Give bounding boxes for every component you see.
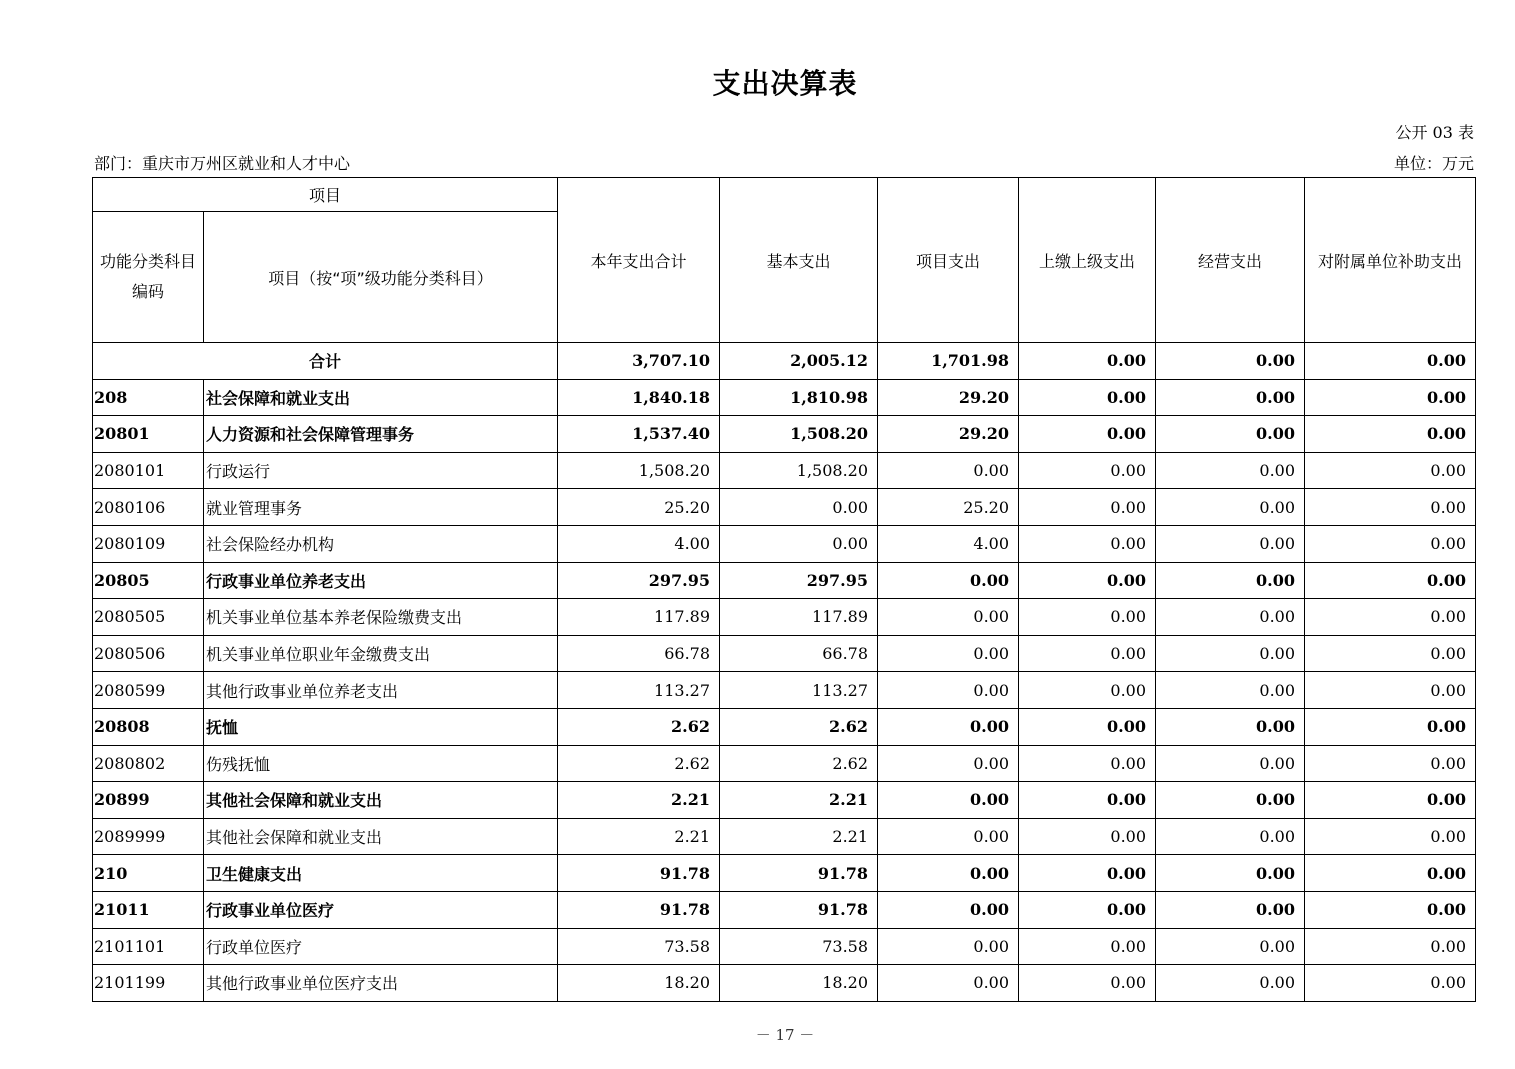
row-name: 社会保险经办机构 xyxy=(204,525,558,562)
table-row xyxy=(93,818,1476,855)
row-value: 0.00 xyxy=(720,489,878,526)
row-value: 0.00 xyxy=(878,782,1019,819)
row-value: 0.00 xyxy=(1305,965,1476,1002)
total-cell: 3,707.10 xyxy=(558,343,720,380)
row-value: 2.21 xyxy=(720,818,878,855)
total-cell: 0.00 xyxy=(1156,343,1305,380)
row-value: 25.20 xyxy=(878,489,1019,526)
row-value: 0.00 xyxy=(878,635,1019,672)
row-value: 0.00 xyxy=(1156,745,1305,782)
document-title: 支出决算表 xyxy=(712,67,858,100)
row-value: 0.00 xyxy=(878,891,1019,928)
row-value: 0.00 xyxy=(1019,416,1156,453)
table-row xyxy=(93,891,1476,928)
row-value: 0.00 xyxy=(1156,525,1305,562)
row-name: 行政单位医疗 xyxy=(204,928,558,965)
row-value: 0.00 xyxy=(1156,928,1305,965)
table-row xyxy=(93,782,1476,819)
row-value: 0.00 xyxy=(1019,525,1156,562)
row-value: 66.78 xyxy=(558,635,720,672)
row-name: 行政事业单位医疗 xyxy=(204,891,558,928)
row-value: 91.78 xyxy=(558,855,720,892)
total-row xyxy=(93,343,1476,380)
row-value: 18.20 xyxy=(558,965,720,1002)
row-value: 0.00 xyxy=(1019,452,1156,489)
row-code: 2080505 xyxy=(93,599,204,636)
row-value: 0.00 xyxy=(878,599,1019,636)
row-value: 1,810.98 xyxy=(720,379,878,416)
row-code: 210 xyxy=(93,855,204,892)
row-value: 0.00 xyxy=(878,965,1019,1002)
row-value: 0.00 xyxy=(1305,599,1476,636)
table-row xyxy=(93,635,1476,672)
row-value: 0.00 xyxy=(1019,965,1156,1002)
row-value: 2.21 xyxy=(558,818,720,855)
row-value: 0.00 xyxy=(1019,379,1156,416)
row-value: 73.58 xyxy=(720,928,878,965)
row-value: 0.00 xyxy=(1156,672,1305,709)
row-code: 2080101 xyxy=(93,452,204,489)
row-value: 2.21 xyxy=(720,782,878,819)
row-value: 0.00 xyxy=(1019,782,1156,819)
row-value: 0.00 xyxy=(1305,891,1476,928)
table-row xyxy=(93,379,1476,416)
row-value: 0.00 xyxy=(1019,745,1156,782)
row-name: 其他行政事业单位医疗支出 xyxy=(204,965,558,1002)
row-name: 机关事业单位职业年金缴费支出 xyxy=(204,635,558,672)
row-name: 抚恤 xyxy=(204,708,558,745)
row-value: 0.00 xyxy=(1305,672,1476,709)
row-name: 其他社会保障和就业支出 xyxy=(204,818,558,855)
row-value: 0.00 xyxy=(878,708,1019,745)
row-value: 0.00 xyxy=(1019,928,1156,965)
total-cell: 0.00 xyxy=(1019,343,1156,380)
row-name: 其他行政事业单位养老支出 xyxy=(204,672,558,709)
table-row xyxy=(93,928,1476,965)
table-row xyxy=(93,562,1476,599)
row-value: 297.95 xyxy=(558,562,720,599)
row-value: 0.00 xyxy=(1019,891,1156,928)
table-row xyxy=(93,708,1476,745)
row-code: 2080599 xyxy=(93,672,204,709)
table-row xyxy=(93,452,1476,489)
row-code: 2080506 xyxy=(93,635,204,672)
row-value: 0.00 xyxy=(878,928,1019,965)
table-row xyxy=(93,672,1476,709)
row-value: 0.00 xyxy=(1156,562,1305,599)
total-cell: 0.00 xyxy=(1305,343,1476,380)
total-label: 合计 xyxy=(93,343,558,380)
row-value: 91.78 xyxy=(720,891,878,928)
row-value: 113.27 xyxy=(558,672,720,709)
row-code: 2101101 xyxy=(93,928,204,965)
row-value: 0.00 xyxy=(1156,416,1305,453)
row-name: 行政运行 xyxy=(204,452,558,489)
row-value: 0.00 xyxy=(1305,379,1476,416)
row-value: 0.00 xyxy=(1305,745,1476,782)
row-value: 66.78 xyxy=(720,635,878,672)
row-value: 0.00 xyxy=(1156,635,1305,672)
row-value: 1,840.18 xyxy=(558,379,720,416)
row-value: 0.00 xyxy=(1305,782,1476,819)
table-row xyxy=(93,525,1476,562)
row-value: 2.62 xyxy=(558,708,720,745)
table-number: 公开 03 表 xyxy=(1395,123,1474,142)
row-value: 0.00 xyxy=(878,818,1019,855)
row-name: 伤残抚恤 xyxy=(204,745,558,782)
row-value: 0.00 xyxy=(878,745,1019,782)
row-value: 0.00 xyxy=(1019,672,1156,709)
row-value: 0.00 xyxy=(1156,379,1305,416)
row-value: 0.00 xyxy=(1305,818,1476,855)
row-value: 0.00 xyxy=(1019,562,1156,599)
row-code: 2101199 xyxy=(93,965,204,1002)
total-cell: 1,701.98 xyxy=(878,343,1019,380)
row-value: 0.00 xyxy=(1019,818,1156,855)
row-code: 20805 xyxy=(93,562,204,599)
header-col-subsidy: 对附属单位补助支出 xyxy=(1305,178,1476,343)
row-value: 0.00 xyxy=(1019,635,1156,672)
expenditure-table xyxy=(92,177,1476,1002)
row-value: 117.89 xyxy=(558,599,720,636)
row-value: 29.20 xyxy=(878,379,1019,416)
row-value: 2.62 xyxy=(720,745,878,782)
row-value: 2.21 xyxy=(558,782,720,819)
row-value: 0.00 xyxy=(1156,782,1305,819)
row-value: 117.89 xyxy=(720,599,878,636)
row-code: 2089999 xyxy=(93,818,204,855)
row-code: 21011 xyxy=(93,891,204,928)
row-value: 0.00 xyxy=(878,562,1019,599)
header-col-remit: 上缴上级支出 xyxy=(1019,178,1156,343)
total-cell: 2,005.12 xyxy=(720,343,878,380)
row-name: 人力资源和社会保障管理事务 xyxy=(204,416,558,453)
header-func-name: 项目（按“项”级功能分类科目） xyxy=(204,212,558,343)
row-code: 2080802 xyxy=(93,745,204,782)
row-name: 行政事业单位养老支出 xyxy=(204,562,558,599)
row-value: 0.00 xyxy=(1019,489,1156,526)
table-row xyxy=(93,489,1476,526)
row-value: 2.62 xyxy=(720,708,878,745)
row-value: 0.00 xyxy=(1019,708,1156,745)
department-label: 部门：重庆市万州区就业和人才中心 xyxy=(94,154,351,173)
row-value: 0.00 xyxy=(1156,818,1305,855)
row-value: 0.00 xyxy=(1305,708,1476,745)
row-value: 0.00 xyxy=(1156,891,1305,928)
header-col-project: 项目支出 xyxy=(878,178,1019,343)
row-code: 20801 xyxy=(93,416,204,453)
table-body xyxy=(93,343,1476,1002)
header-col-total: 本年支出合计 xyxy=(558,178,720,343)
header-item: 项目 xyxy=(93,178,558,212)
row-value: 73.58 xyxy=(558,928,720,965)
row-value: 1,508.20 xyxy=(720,416,878,453)
table-row xyxy=(93,416,1476,453)
row-value: 0.00 xyxy=(1305,635,1476,672)
row-value: 0.00 xyxy=(878,672,1019,709)
header-func-code: 功能分类科目编码 xyxy=(93,212,204,343)
row-name: 其他社会保障和就业支出 xyxy=(204,782,558,819)
unit-label: 单位：万元 xyxy=(1393,154,1474,173)
row-value: 0.00 xyxy=(1305,525,1476,562)
row-value: 0.00 xyxy=(1305,452,1476,489)
row-value: 0.00 xyxy=(1305,416,1476,453)
row-value: 113.27 xyxy=(720,672,878,709)
row-name: 卫生健康支出 xyxy=(204,855,558,892)
row-code: 208 xyxy=(93,379,204,416)
row-value: 25.20 xyxy=(558,489,720,526)
row-value: 4.00 xyxy=(878,525,1019,562)
row-value: 0.00 xyxy=(1305,928,1476,965)
row-value: 0.00 xyxy=(1305,489,1476,526)
row-value: 0.00 xyxy=(720,525,878,562)
row-name: 就业管理事务 xyxy=(204,489,558,526)
table-row xyxy=(93,965,1476,1002)
row-code: 2080106 xyxy=(93,489,204,526)
row-value: 1,537.40 xyxy=(558,416,720,453)
table-row xyxy=(93,599,1476,636)
row-value: 0.00 xyxy=(1019,599,1156,636)
row-value: 1,508.20 xyxy=(720,452,878,489)
row-value: 29.20 xyxy=(878,416,1019,453)
row-value: 18.20 xyxy=(720,965,878,1002)
row-value: 0.00 xyxy=(1156,452,1305,489)
row-code: 20899 xyxy=(93,782,204,819)
row-value: 4.00 xyxy=(558,525,720,562)
row-value: 0.00 xyxy=(1019,855,1156,892)
row-value: 0.00 xyxy=(1156,599,1305,636)
row-value: 0.00 xyxy=(878,452,1019,489)
row-code: 2080109 xyxy=(93,525,204,562)
row-value: 0.00 xyxy=(878,855,1019,892)
header-col-operating: 经营支出 xyxy=(1156,178,1305,343)
row-value: 91.78 xyxy=(720,855,878,892)
row-value: 0.00 xyxy=(1156,708,1305,745)
row-value: 297.95 xyxy=(720,562,878,599)
row-name: 机关事业单位基本养老保险缴费支出 xyxy=(204,599,558,636)
header-col-basic: 基本支出 xyxy=(720,178,878,343)
row-value: 1,508.20 xyxy=(558,452,720,489)
table-row xyxy=(93,745,1476,782)
row-value: 91.78 xyxy=(558,891,720,928)
row-value: 0.00 xyxy=(1305,855,1476,892)
page-number: － 17 － xyxy=(755,1026,815,1044)
row-value: 0.00 xyxy=(1305,562,1476,599)
row-value: 0.00 xyxy=(1156,489,1305,526)
row-value: 0.00 xyxy=(1156,855,1305,892)
row-code: 20808 xyxy=(93,708,204,745)
table-row xyxy=(93,855,1476,892)
row-value: 0.00 xyxy=(1156,965,1305,1002)
row-value: 2.62 xyxy=(558,745,720,782)
row-name: 社会保障和就业支出 xyxy=(204,379,558,416)
